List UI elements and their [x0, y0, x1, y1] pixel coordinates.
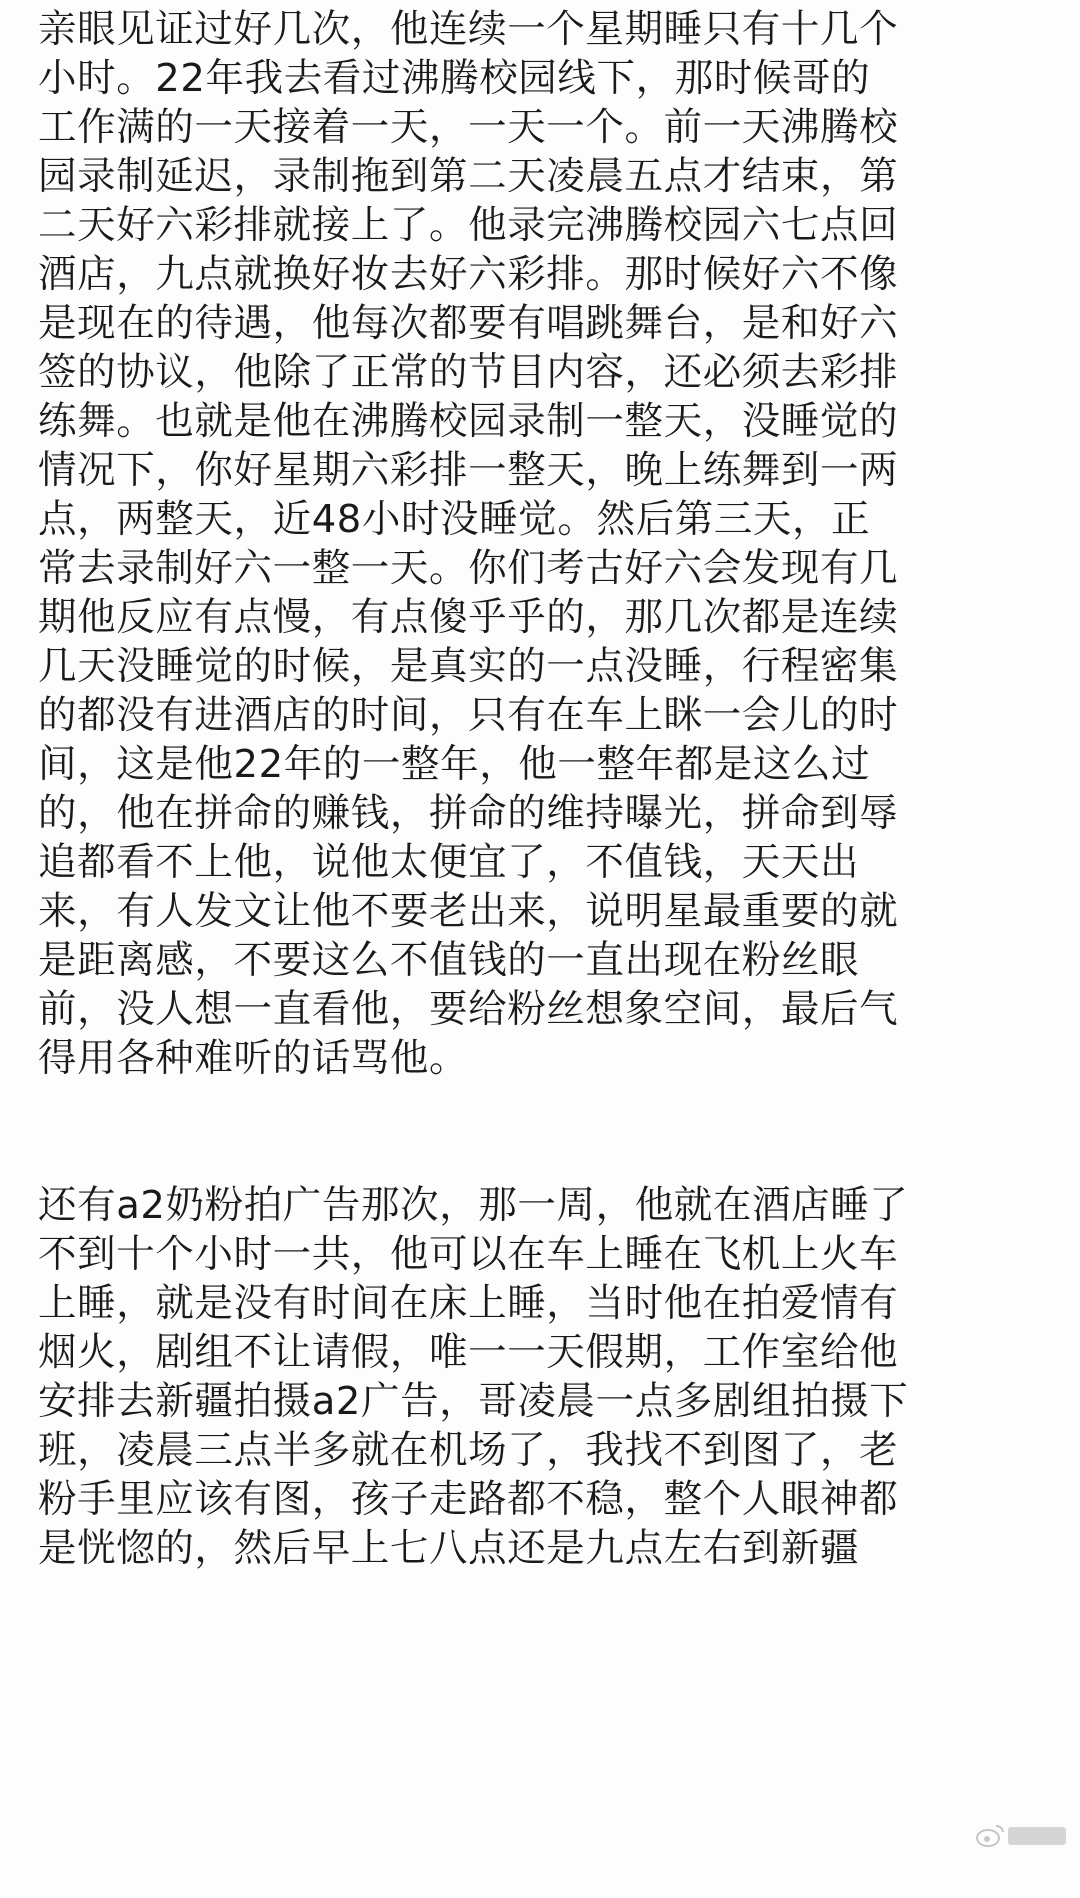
text-line: 常去录制好六一整一天。你们考古好六会发现有几: [38, 546, 899, 591]
text-line: 点，两整天，近48小时没睡觉。然后第三天，正: [38, 497, 871, 542]
text-line: 二天好六彩排就接上了。他录完沸腾校园六七点回: [38, 203, 899, 248]
text-line: 练舞。也就是他在沸腾校园录制一整天，没睡觉的: [38, 399, 899, 444]
text-line: 园录制延迟，录制拖到第二天凌晨五点才结束，第: [38, 154, 899, 199]
text-line: 的都没有进酒店的时间，只有在车上眯一会儿的时: [38, 693, 899, 738]
text-line: 情况下，你好星期六彩排一整天，晚上练舞到一两: [38, 448, 899, 493]
text-line: 酒店，九点就换好妆去好六彩排。那时候好六不像: [38, 252, 899, 297]
text-line: 烟火，剧组不让请假，唯一一天假期，工作室给他: [38, 1330, 899, 1375]
text-line: 追都看不上他，说他太便宜了，不值钱，天天出: [38, 840, 860, 885]
text-line: 得用各种难听的话骂他。: [38, 1036, 469, 1081]
text-line: 小时。22年我去看过沸腾校园线下，那时候哥的: [38, 56, 871, 101]
text-line: 亲眼见证过好几次，他连续一个星期睡只有十几个: [38, 7, 899, 52]
text-line: 不到十个小时一共，他可以在车上睡在飞机上火车: [38, 1232, 899, 1277]
text-line: 工作满的一天接着一天，一天一个。前一天沸腾校: [38, 105, 899, 150]
text-line: 是距离感，不要这么不值钱的一直出现在粉丝眼: [38, 938, 860, 983]
text-line: 班，凌晨三点半多就在机场了，我找不到图了，老: [38, 1428, 899, 1473]
text-line: 安排去新疆拍摄a2广告，哥凌晨一点多剧组拍摄下: [38, 1379, 909, 1424]
text-line: 粉手里应该有图，孩子走路都不稳，整个人眼神都: [38, 1477, 899, 1522]
text-line: 前，没人想一直看他，要给粉丝想象空间，最后气: [38, 987, 899, 1032]
text-line: 是现在的待遇，他每次都要有唱跳舞台，是和好六: [38, 301, 899, 346]
text-line: 是恍惚的，然后早上七八点还是九点左右到新疆: [38, 1526, 860, 1571]
text-line: 几天没睡觉的时候，是真实的一点没睡，行程密集: [38, 644, 899, 689]
text-line: 签的协议，他除了正常的节目内容，还必须去彩排: [38, 350, 899, 395]
text-line: 期他反应有点慢，有点傻乎乎的，那几次都是连续: [38, 595, 899, 640]
text-line: 的，他在拼命的赚钱，拼命的维持曝光，拼命到辱: [38, 791, 899, 836]
text-line: 来，有人发文让他不要老出来，说明星最重要的就: [38, 889, 899, 934]
text-line: 还有a2奶粉拍广告那次，那一周，他就在酒店睡了: [38, 1183, 909, 1228]
text-line: 间，这是他22年的一整年，他一整年都是这么过: [38, 742, 871, 787]
weibo-watermark-icon: [972, 1818, 1072, 1852]
text-line: 上睡，就是没有时间在床上睡，当时他在拍爱情有: [38, 1281, 899, 1326]
